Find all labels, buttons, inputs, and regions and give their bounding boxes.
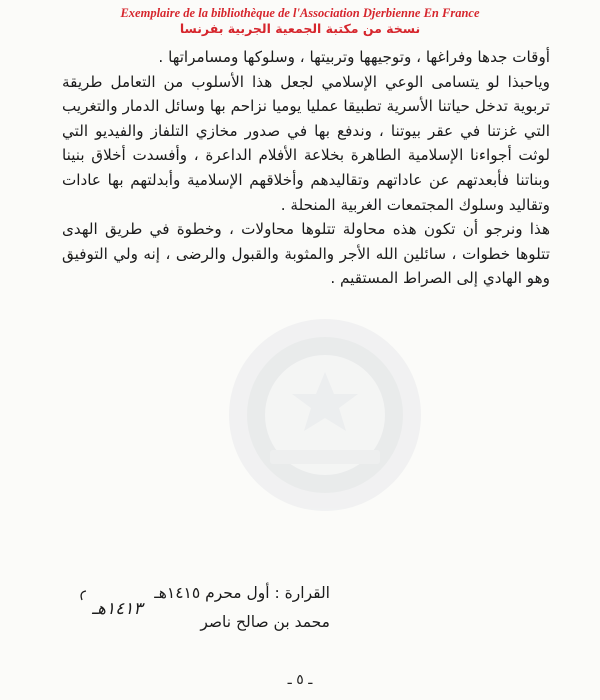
stamp-french-line: Exemplaire de la bibliothèque de l'Association Djerbienne En France xyxy=(120,6,480,20)
handwritten-note-text: ١٤١٣هـ xyxy=(92,599,143,619)
handwritten-note xyxy=(6,588,143,628)
stamp-arabic-line: نسخة من مكتبة الجمعية الجربية بفرنسا xyxy=(179,21,421,36)
association-logo-watermark xyxy=(210,300,440,530)
paragraph: هذا ونرجو أن تكون هذه محاولة تتلوها محاولات ، وخطوة في طريق الهدى تتلوها خطوات ، سائلين الله الأجر والمثوبة والقبول والرضى ، إنه ولي التوفيق وهو الهادي إلى الصراط المستقيم . xyxy=(62,220,550,288)
library-stamp xyxy=(0,6,600,37)
paragraph: وياحبذا لو يتسامى الوعي الإسلامي لجعل هذا الأسلوب من التعامل طريقة تربوية تدخل حياتنا الأسرية تطبيقا عمليا يوميا نزاحم بها وسائل الدمار والتغريب التي غزتنا في عقر بيوتنا ، وندفع بها في صدور مخازي التلفاز والفيديو التي لوثت أجواءنا الإسلامية الطاهرة بخلاعة الأفلام الداعرة ، وأفسدت أخلاق بنينا وبناتنا فأبعدتهم عن عاداتهم وتقاليدهم وأخلاقهم الإسلامية وأبدلتهم بها عادات وتقاليد وسلوك المجتمعات الغربية المنحلة . xyxy=(62,72,550,214)
page-number: ـ ٥ ـ xyxy=(287,672,313,688)
body-text xyxy=(62,45,550,291)
paragraph: أوقات جدها وفراغها ، وتوجيهها وتربيتها ، وسلوكها ومسامراتها . xyxy=(158,48,550,66)
author-name: محمد بن صالح ناصر xyxy=(200,613,330,631)
signature-date: القرارة : أول محرم ١٤١٥هـ xyxy=(154,584,330,602)
